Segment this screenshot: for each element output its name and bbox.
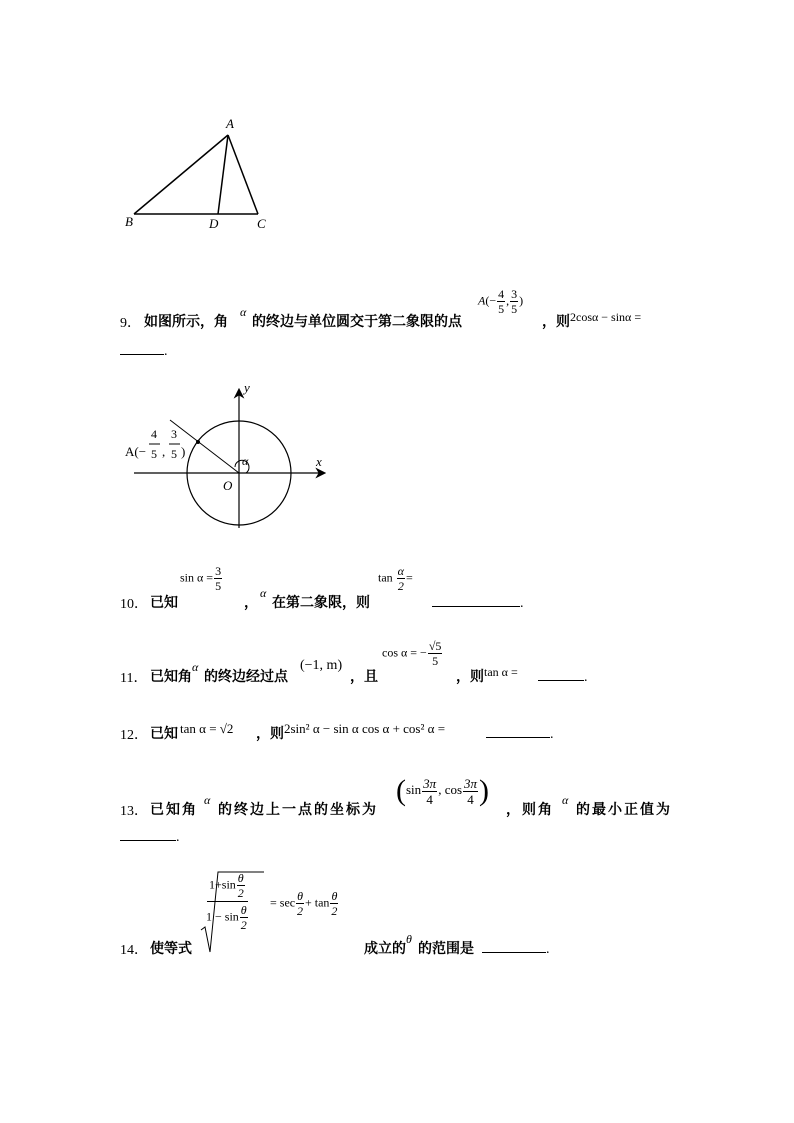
q13-blank[interactable] (120, 828, 176, 841)
q11-blank[interactable] (538, 668, 584, 681)
q10-text1: 已知 (150, 595, 178, 611)
q11-text1: 已知角 (150, 669, 192, 685)
q10-alpha: α (260, 586, 267, 600)
label-b: B (125, 214, 133, 229)
q9-number: 9． (120, 316, 141, 331)
q12-tan-expr: tan α = √2 (180, 721, 234, 736)
q13-alpha-2: α (562, 793, 569, 807)
q10-number: 10． (120, 597, 148, 612)
q14-text3: 的范围是 (418, 941, 474, 957)
q11-cos-expr: cos α = − $\frac{√5}{5}$ (382, 639, 442, 668)
q13-text3: ，则角 (506, 802, 554, 818)
q9-expr: 2cosα − sinα = (570, 310, 642, 324)
q9-alpha: α (240, 305, 247, 319)
side-ac (228, 135, 258, 214)
q13-alpha: α (204, 793, 211, 807)
q10-blank[interactable] (432, 594, 520, 607)
alpha-label: α (242, 454, 249, 468)
q14-text1: 使等式 (150, 941, 192, 957)
q13-text2: 的终边上一点的坐标为 (218, 802, 378, 818)
q14-theta: θ (406, 932, 412, 946)
origin-label: O (223, 478, 233, 493)
q13-number: 13． (120, 804, 148, 819)
label-d: D (209, 216, 219, 231)
q9-blank[interactable] (120, 342, 164, 355)
q12-expr: 2sin² α − sin α cos α + cos² α = (284, 721, 446, 736)
q14-blank[interactable] (482, 940, 546, 953)
q12-number: 12． (120, 728, 148, 743)
q13-text4: 的最小正值为 (576, 802, 672, 818)
q9-text2: 的终边与单位圆交于第二象限的点 (252, 314, 462, 330)
q13-answer-line: . (120, 826, 180, 846)
label-a: A (226, 116, 234, 131)
q9-text3: ，则 (542, 314, 570, 330)
q11-point: (−1, m) (300, 658, 343, 673)
q11-text4: ，则 (456, 669, 484, 685)
point-a-label: A(− (125, 444, 147, 459)
q10-tan-expr: tan $\frac{\alpha}{2}$ = (378, 564, 413, 593)
q9-point: A(− $\frac{4}{5}$ , $\frac{3}{5}$ ) (478, 287, 524, 316)
q13-text1: 已知角 (150, 802, 198, 818)
point-a-comma: , (162, 444, 166, 459)
point-a-frac1-den: 5 (151, 447, 157, 461)
point-a-close: ) (181, 444, 186, 459)
side-ab (134, 135, 228, 214)
point-a-frac2-den: 5 (171, 447, 177, 461)
q11-text3: ，且 (350, 669, 378, 685)
q11-number: 11． (120, 671, 148, 686)
q14-answer: . (482, 938, 550, 958)
q11-text2: 的终边经过点 (204, 669, 288, 685)
point-a-frac2-num: 3 (171, 427, 177, 441)
q12-answer: . (486, 723, 554, 743)
point-a-frac1-num: 4 (151, 427, 157, 441)
q14-text2: 成立的 (364, 941, 406, 957)
q14-rhs: = sec $\frac{\theta}{2}$ + tan $\frac{\theta}{2}$ (270, 889, 338, 918)
q12-text1: 已知 (150, 726, 178, 742)
q10-text3: 在第二象限，则 (272, 595, 370, 611)
q10-answer: . (432, 592, 524, 612)
y-axis-label: y (244, 380, 250, 395)
q14-number: 14． (120, 943, 148, 958)
x-axis-label: x (316, 454, 322, 469)
q14-big-fraction: 1+sin $\frac{\theta}{2}$ 1 − sin $\frac{\theta}{2}$ (206, 871, 247, 932)
q9-text1: 如图所示，角 (144, 314, 228, 330)
q11-tan-expr: tan α = (484, 665, 518, 679)
triangle-figure (118, 115, 278, 240)
q10-sin-expr: sin α = $\frac{3}{5}$ (180, 564, 222, 593)
label-c: C (257, 216, 266, 231)
q13-coord: (sin $\frac{3\pi}{4}$ , cos $\frac{3\pi}{4}$ ) (396, 774, 490, 807)
q11-alpha: α (192, 660, 199, 674)
q11-answer: . (538, 666, 588, 686)
q9-answer-line: . (120, 340, 168, 360)
point-a-dot (196, 440, 200, 444)
side-ad (218, 135, 228, 214)
q12-text2: ，则 (256, 726, 284, 742)
q10-text2: ， (244, 595, 258, 611)
unit-circle-figure (122, 378, 337, 533)
q12-blank[interactable] (486, 725, 550, 738)
